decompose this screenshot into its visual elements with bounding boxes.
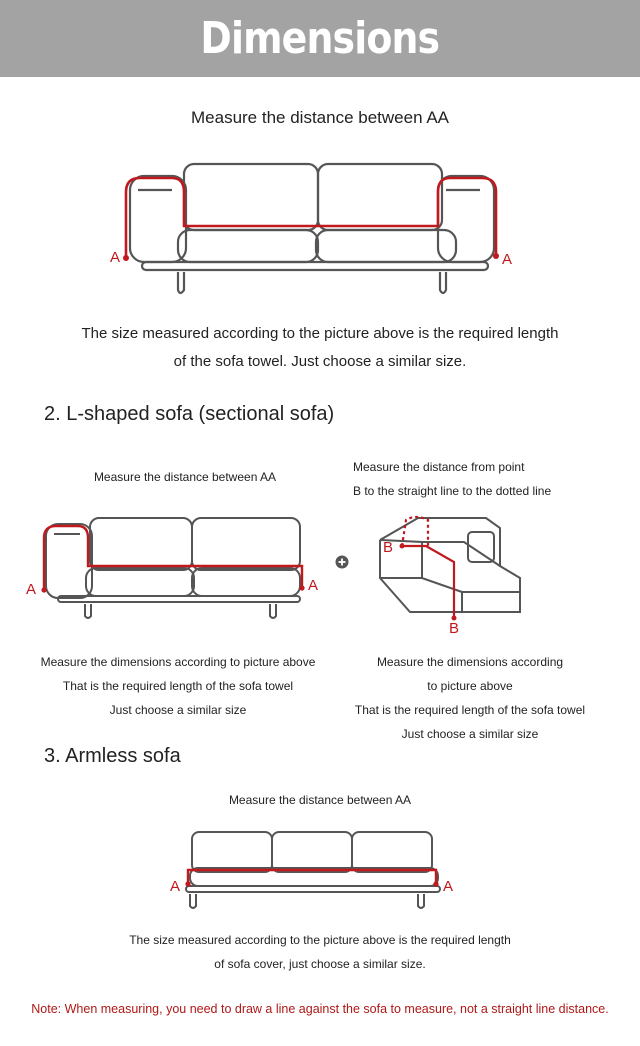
section1-desc-line1: The size measured according to the picture above is the required length — [81, 325, 559, 342]
label-b-top: B — [383, 539, 394, 556]
section3-desc-line2: of sofa cover, just choose a similar size. — [214, 957, 426, 971]
label-a-left: A — [110, 249, 121, 266]
left-leg — [178, 272, 184, 293]
measure-line-aa — [44, 526, 302, 590]
measuring-note: Note: When measuring, you need to draw a line against the sofa to measure, not a straight line distance. — [31, 1002, 609, 1016]
section2-right-desc-line4: Just choose a similar size — [401, 727, 539, 741]
section3-desc-line1: The size measured according to the picture above is the required length — [129, 933, 511, 947]
label-a-right: A — [443, 878, 454, 895]
measure-line-aa — [126, 178, 496, 258]
seat-cushion-right — [192, 568, 300, 596]
section3-caption: Measure the distance between AA — [228, 793, 412, 807]
section1-desc-line2: of the sofa towel. Just choose a similar size. — [173, 353, 467, 370]
right-leg — [270, 604, 276, 618]
armless-sofa-diagram — [160, 828, 470, 918]
point-a-left — [123, 255, 129, 261]
right-leg — [440, 272, 446, 293]
label-a-right: A — [308, 577, 319, 594]
left-leg — [85, 604, 91, 618]
section2-left-caption: Measure the distance between AA — [93, 470, 277, 484]
label-a-right: A — [502, 251, 513, 268]
point-b-top — [400, 544, 405, 549]
point-a-right — [433, 881, 438, 886]
measure-line-b — [402, 546, 454, 618]
section1-caption: Measure the distance between AA — [191, 108, 449, 127]
sofa-base — [142, 262, 488, 270]
sofa-base — [186, 886, 440, 892]
back-cushion-1 — [192, 832, 272, 872]
back-cushion-right — [318, 164, 442, 230]
plus-icon — [334, 554, 350, 570]
sectional-sofa-corner-diagram — [370, 506, 530, 636]
seat-cushion-left — [86, 568, 194, 596]
right-arm — [438, 176, 494, 262]
three-seat-sofa-diagram — [100, 160, 530, 300]
section2-right-desc-line2: to picture above — [427, 679, 513, 693]
section2-right-desc-line3: That is the required length of the sofa towel — [354, 703, 586, 717]
section2-left-desc-line3: Just choose a similar size — [109, 703, 247, 717]
point-a-right — [493, 253, 499, 259]
back-cushion-left — [90, 518, 192, 570]
back-cushion-3 — [352, 832, 432, 872]
sofa-base — [58, 596, 300, 602]
back-cushion-left — [184, 164, 318, 230]
back-cushion-right — [192, 518, 300, 570]
section2-right-desc-line1: Measure the dimensions according — [376, 655, 564, 669]
label-a-left: A — [170, 878, 181, 895]
section3-heading: 3. Armless sofa — [44, 745, 181, 767]
label-b-bottom: B — [449, 620, 460, 637]
right-leg — [418, 894, 424, 908]
title-banner — [0, 0, 640, 77]
back-cushion-2 — [272, 832, 352, 872]
left-leg — [190, 894, 196, 908]
seat-cushion-right — [316, 230, 456, 262]
section2-right-caption-line1: Measure the distance from point — [353, 460, 525, 474]
point-a-right — [299, 585, 304, 590]
section2-left-desc-line2: That is the required length of the sofa towel — [62, 679, 294, 693]
point-a-left — [41, 587, 46, 592]
section2-right-caption-line2: B to the straight line to the dotted line — [353, 484, 552, 498]
seat-cushion-left — [178, 230, 318, 262]
section2-heading: 2. L-shaped sofa (sectional sofa) — [44, 403, 335, 425]
label-a-left: A — [26, 581, 37, 598]
sectional-sofa-front-diagram — [22, 512, 322, 622]
section2-left-desc-line1: Measure the dimensions according to picture above — [40, 655, 316, 669]
corner-seat-edge — [380, 578, 462, 592]
point-a-left — [185, 881, 190, 886]
page-title: Dimensions — [200, 13, 440, 64]
